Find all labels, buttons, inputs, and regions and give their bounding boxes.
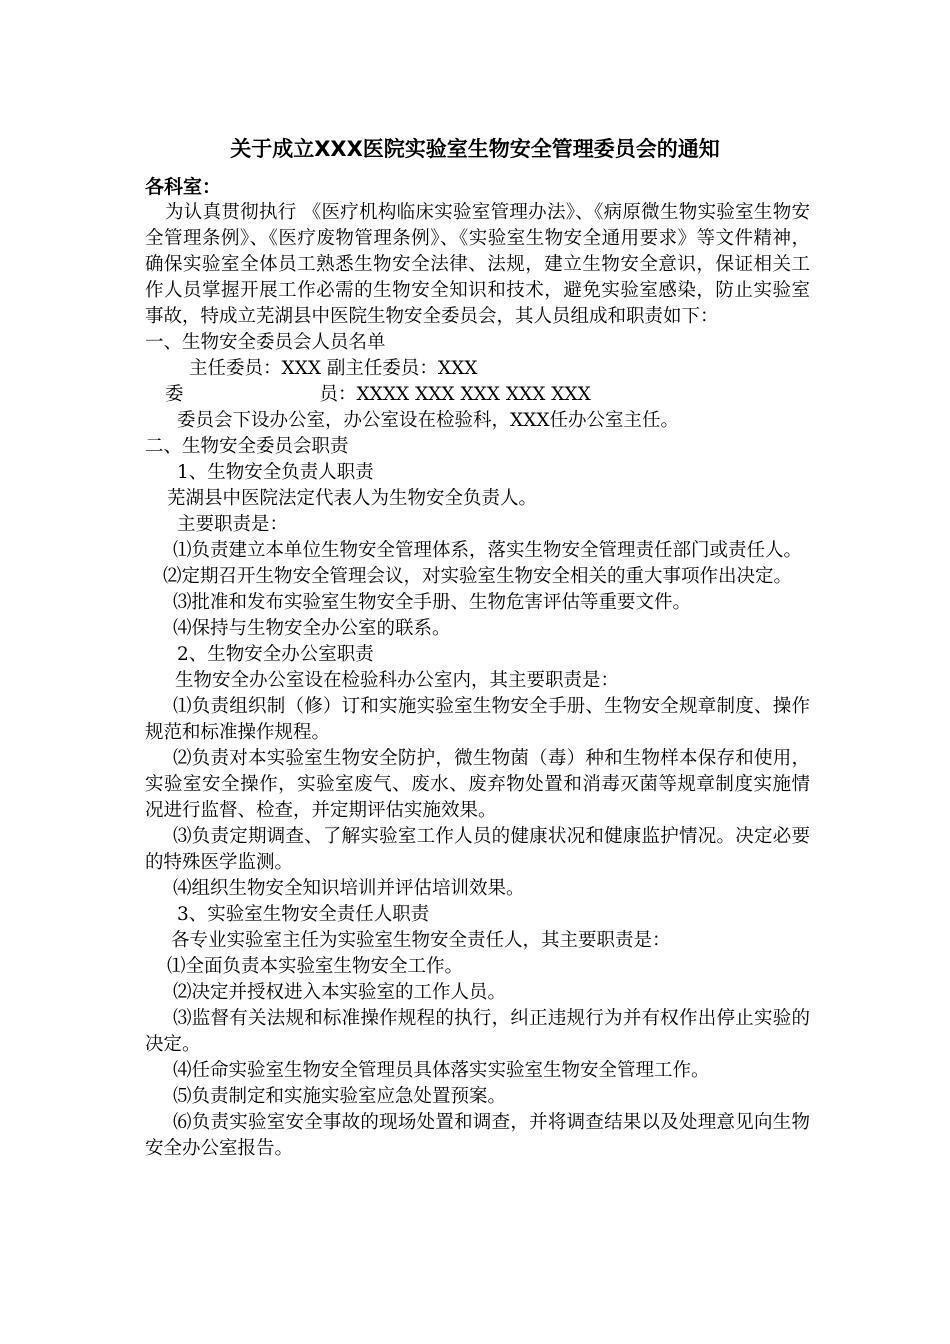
section2-heading: 二、生物安全委员会职责 [145, 436, 349, 457]
sub1-duties-label: 主要职责是： [177, 514, 289, 535]
sub2-item: ⑷组织生物安全知识培训并评估培训效果。 [173, 878, 525, 899]
sub3-item: ⑴全面负责本实验室生物安全工作。 [167, 956, 464, 977]
intro-paragraph: 为认真贯彻执行 《医疗机构临床实验室管理办法》、《病原微生物实验室生物安全管理条例》、《医疗废物管理条例》、《实验室生物安全通用要求》等文件精神，确保实验室全体员工熟悉生物安全法律、法规，建立生物安全意识，保证相关工作人员掌握开展工作必需的生物安全知识和技术，避免实验室感染，防止实验室事故，特成立芜湖县中医院生物安全委员会，其人员组成和职责如下： [145, 202, 810, 327]
document-title: 关于成立XXX医院实验室生物安全管理委员会的通知 [230, 137, 720, 161]
sub1-desc: 芜湖县中医院法定代表人为生物安全负责人。 [167, 488, 538, 509]
sub2-desc: 生物安全办公室设在检验科办公室内，其主要职责是： [175, 670, 620, 691]
sub2-heading: 2、生物安全办公室职责 [177, 644, 374, 665]
section1-heading: 一、生物安全委员会人员名单 [145, 332, 386, 353]
sub2-item: ⑶负责定期调查、了解实验室工作人员的健康状况和健康监护情况。决定必要的特殊医学监测。 [145, 826, 810, 873]
sub3-heading: 3、实验室生物安全责任人职责 [177, 904, 430, 925]
members-label-a: 委 [165, 384, 184, 405]
salutation: 各科室： [145, 176, 222, 198]
sub1-item: ⑷保持与生物安全办公室的联系。 [173, 618, 451, 639]
sub1-item: ⑴负责建立本单位生物安全管理体系，落实生物安全管理责任部门或责任人。 [173, 540, 803, 561]
sub3-item: ⑸负责制定和实施实验室应急处置预案。 [173, 1086, 507, 1107]
sub3-item: ⑶监督有关法规和标准操作规程的执行，纠正违规行为并有权作出停止实验的决定。 [145, 1008, 810, 1055]
committee-chairs: 主任委员：XXX 副主任委员：XXX [189, 358, 478, 379]
sub1-item: ⑵定期召开生物安全管理会议，对实验室生物安全相关的重大事项作出决定。 [163, 566, 793, 587]
members-label-b: 员：XXXX XXX XXX XXX XXX [319, 384, 591, 405]
sub3-item: ⑵决定并授权进入本实验室的工作人员。 [173, 982, 507, 1003]
sub2-item: ⑵负责对本实验室生物安全防护，微生物菌（毒）种和生物样本保存和使用，实验室安全操作，实验室废气、废水、废弃物处置和消毒灭菌等规章制度实施情况进行监督、检查，并定期评估实施效果。 [145, 748, 810, 821]
sub2-item: ⑴负责组织制（修）订和实施实验室生物安全手册、生物安全规章制度、操作规范和标准操作规程。 [145, 696, 810, 743]
sub1-item: ⑶批准和发布实验室生物安全手册、生物危害评估等重要文件。 [173, 592, 692, 613]
sub3-item: ⑷任命实验室生物安全管理员具体落实实验室生物安全管理工作。 [173, 1060, 710, 1081]
committee-members [145, 382, 810, 408]
office-note: 委员会下设办公室，办公室设在检验科，XXX任办公室主任。 [177, 410, 680, 431]
sub3-desc: 各专业实验室主任为实验室生物安全责任人，其主要职责是： [171, 930, 671, 951]
sub3-item: ⑹负责实验室安全事故的现场处置和调查，并将调查结果以及处理意见向生物安全办公室报告。 [145, 1112, 810, 1159]
document-body [145, 200, 810, 1162]
sub1-heading: 1、生物安全负责人职责 [177, 462, 374, 483]
